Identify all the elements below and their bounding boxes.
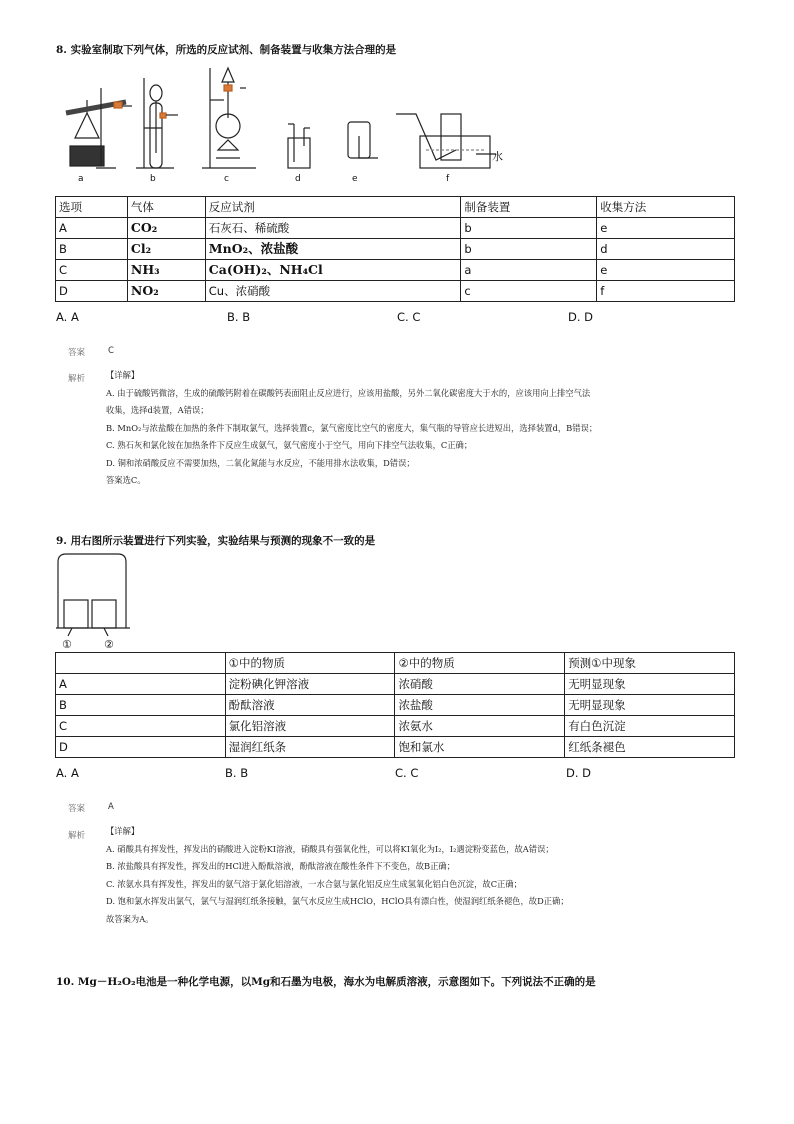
q9-apparatus-figure [56, 552, 136, 640]
cell: D [56, 281, 128, 302]
cell: 酚酞溶液 [225, 695, 395, 716]
apparatus-f [396, 114, 496, 168]
cell: 浓氨水 [395, 716, 565, 737]
table-row [56, 239, 735, 260]
q10-title: 10. Mg－H₂O₂电池是一种化学电源，以Mg和石墨为电极，海水为电解质溶液，示意图如下。下列说法不正确的是 [56, 976, 596, 988]
analysis-line: 收集，选择d装置，A错误； [106, 405, 209, 415]
analysis-text [106, 823, 569, 928]
header-cell: 制备装置 [461, 197, 597, 218]
cell: 无明显现象 [565, 674, 735, 695]
cell: 湿润红纸条 [225, 737, 395, 758]
cell: Ca(OH)₂、NH₄Cl [205, 260, 461, 281]
cell: a [461, 260, 597, 281]
water-label: 水 [492, 150, 503, 163]
analysis-label: 解析 [68, 374, 86, 384]
cell: d [597, 239, 735, 260]
cell: 氯化铝溶液 [225, 716, 395, 737]
header-cell: 收集方法 [597, 197, 735, 218]
header-cell: 反应试剂 [205, 197, 461, 218]
table-row [56, 674, 735, 695]
option-c: C. C [397, 310, 421, 324]
apparatus-e [348, 122, 378, 158]
cell: B [56, 239, 128, 260]
option-b: B. B [225, 766, 249, 780]
table-header-row [56, 197, 735, 218]
analysis-line: 【详解】 [106, 370, 140, 380]
table-row [56, 260, 735, 281]
label-d: d [295, 174, 301, 184]
cell: NH₃ [127, 260, 205, 281]
analysis-line: C. 浓氨水具有挥发性，挥发出的氨气溶于氯化铝溶液，一水合氨与氯化铝反应生成氢氧化铝白色沉淀，故C正确； [106, 878, 522, 889]
cell: c [461, 281, 597, 302]
q8-title: 8. 实验室制取下列气体，所选的反应试剂、制备装置与收集方法合理的是 [56, 44, 397, 56]
cell: B [56, 695, 226, 716]
beaker-label-1: ① [62, 638, 72, 651]
cell: 石灰石、稀硫酸 [205, 218, 461, 239]
cell: A [56, 218, 128, 239]
label-c: c [224, 174, 229, 184]
analysis-line: D. 铜和浓硝酸反应不需要加热，二氧化氮能与水反应，不能用排水法收集，D错误； [106, 457, 415, 468]
header-cell [56, 653, 226, 674]
answer-label: 答案 [68, 348, 86, 358]
cell: Cl₂ [127, 239, 205, 260]
cell: e [597, 218, 735, 239]
option-d: D. D [566, 766, 592, 780]
cell: Cu、浓硝酸 [205, 281, 461, 302]
analysis-label: 解析 [68, 831, 86, 841]
option-c: C. C [395, 766, 419, 780]
cell: 红纸条褪色 [565, 737, 735, 758]
header-cell: 预测①中现象 [565, 653, 735, 674]
cell: 淀粉碘化钾溶液 [225, 674, 395, 695]
table-row [56, 281, 735, 302]
option-a: A. A [56, 310, 79, 324]
answer-label: 答案 [68, 804, 86, 814]
cell: b [461, 239, 597, 260]
analysis-line: D. 饱和氯水挥发出氯气，氯气与湿润红纸条接触，氯气水反应生成HClO，HClO具有漂白性，使湿润红纸条褪色，故D正确； [106, 896, 569, 906]
table-row [56, 716, 735, 737]
table-row [56, 218, 735, 239]
table-header-row [56, 653, 735, 674]
q9-table [55, 652, 735, 758]
cell: C [56, 260, 128, 281]
label-f: f [446, 174, 450, 184]
cell: f [597, 281, 735, 302]
answer-value: C [108, 346, 114, 356]
apparatus-a [66, 88, 132, 168]
cell: 浓盐酸 [395, 695, 565, 716]
apparatus-d [288, 124, 310, 168]
analysis-line: 答案选C。 [106, 475, 146, 485]
cell: MnO₂、浓盐酸 [205, 239, 461, 260]
apparatus-b [136, 78, 178, 168]
cell: NO₂ [127, 281, 205, 302]
label-e: e [352, 174, 358, 184]
analysis-line: B. 浓盐酸具有挥发性，挥发出的HCl进入酚酞溶液，酚酞溶液在酸性条件下不变色，故B正确； [106, 861, 455, 871]
beaker-label-2: ② [104, 638, 114, 651]
header-cell: 选项 [56, 197, 128, 218]
header-cell: ①中的物质 [225, 653, 395, 674]
cell: C [56, 716, 226, 737]
header-cell: 气体 [127, 197, 205, 218]
analysis-line: A. 由于硫酸钙微溶，生成的硫酸钙附着在碳酸钙表面阻止反应进行，应该用盐酸，另外二氧化碳密度大于水的，应该用向上排空气法 [106, 387, 591, 398]
cell: D [56, 737, 226, 758]
option-b: B. B [227, 310, 251, 324]
cell: 有白色沉淀 [565, 716, 735, 737]
header-cell: ②中的物质 [395, 653, 565, 674]
cell: e [597, 260, 735, 281]
analysis-line: C. 熟石灰和氯化铵在加热条件下反应生成氨气，氨气密度小于空气，用向下排空气法收集，C正确； [106, 440, 473, 450]
cell: b [461, 218, 597, 239]
analysis-line: 【详解】 [106, 826, 140, 836]
option-d: D. D [568, 310, 594, 324]
q9-title: 9. 用右图所示装置进行下列实验，实验结果与预测的现象不一致的是 [56, 535, 376, 547]
q8-apparatus-figure [56, 58, 516, 188]
option-a: A. A [56, 766, 79, 780]
cell: 无明显现象 [565, 695, 735, 716]
q8-table [55, 196, 735, 302]
apparatus-c [202, 68, 256, 168]
answer-value: A [108, 802, 114, 812]
label-a: a [78, 174, 84, 184]
cell: CO₂ [127, 218, 205, 239]
cell: 饱和氯水 [395, 737, 565, 758]
label-b: b [150, 174, 156, 184]
analysis-line: A. 硝酸具有挥发性，挥发出的硝酸进入淀粉KI溶液，硝酸具有强氧化性，可以将KI氧化为I₂，I₂遇淀粉变蓝色，故A错误； [106, 843, 554, 854]
cell: 浓硝酸 [395, 674, 565, 695]
analysis-line: B. MnO₂与浓盐酸在加热的条件下制取氯气，选择装置c，氯气密度比空气的密度大，集气瓶的导管应长进短出，选择装置d，B错误； [106, 422, 598, 433]
table-row [56, 695, 735, 716]
analysis-line: 故答案为A。 [106, 913, 154, 924]
analysis-text [106, 367, 597, 490]
table-row [56, 737, 735, 758]
cell: A [56, 674, 226, 695]
